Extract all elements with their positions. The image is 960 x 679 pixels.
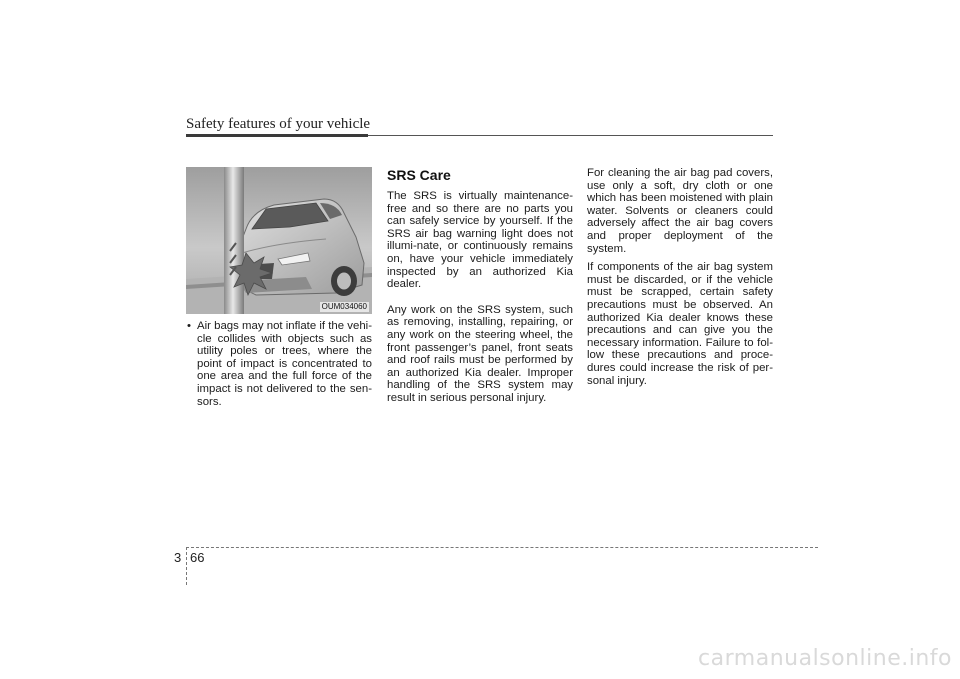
bullet-text: Air bags may not inflate if the vehi-cle collides with objects such as utility poles or trees, where the point of impact is concentrated to one area and the full force of the impact is not delivered to the sen-sors. [197, 320, 372, 408]
right-column [587, 167, 773, 387]
middle-column [387, 167, 573, 405]
figure-code: OUM034060 [321, 302, 367, 311]
suv-pole-collision-image [186, 167, 372, 314]
footer-rule [186, 547, 818, 548]
section-heading: SRS Care [387, 167, 451, 183]
page-header-title: Safety features of your vehicle [186, 116, 371, 132]
header-rule-accent [186, 134, 368, 137]
footer-divider [186, 547, 187, 585]
paragraph: If components of the air bag system must be discarded, or if the vehicle must be scrapped, certain safety precautions must be observed. An authorized Kia dealer knows these precautions and can give you the necessary information. Failure to fol-low these precautions and proce-dures could increase the risk of per-sonal injury. [587, 261, 773, 387]
left-column [186, 320, 372, 408]
paragraph: The SRS is virtually maintenance-free and so there are no parts you can safely service by yourself. If the SRS air bag warning light does not illumi-nate, or continuously remains on, have your vehicle immediately inspected by an authorized Kia dealer. [387, 190, 573, 291]
paragraph: For cleaning the air bag pad covers, use only a soft, dry cloth or one which has been moistened with plain water. Solvents or cleaners could adversely affect the air bag covers and proper deployment of the system. [587, 167, 773, 255]
chapter-number: 3 [174, 550, 182, 565]
paragraph: Any work on the SRS system, such as removing, installing, repairing, or any work on the steering wheel, the front passenger’s panel, front seats and roof rails must be performed by an authorized Kia dealer. Improper handling of the SRS system may result in serious personal injury. [387, 303, 573, 404]
bullet-icon: • [187, 320, 191, 332]
header-rule [368, 135, 773, 136]
watermark: carmanualsonline.info [698, 646, 952, 671]
crash-illustration [186, 167, 372, 314]
list-item [186, 320, 372, 408]
page-number: 66 [190, 550, 205, 565]
